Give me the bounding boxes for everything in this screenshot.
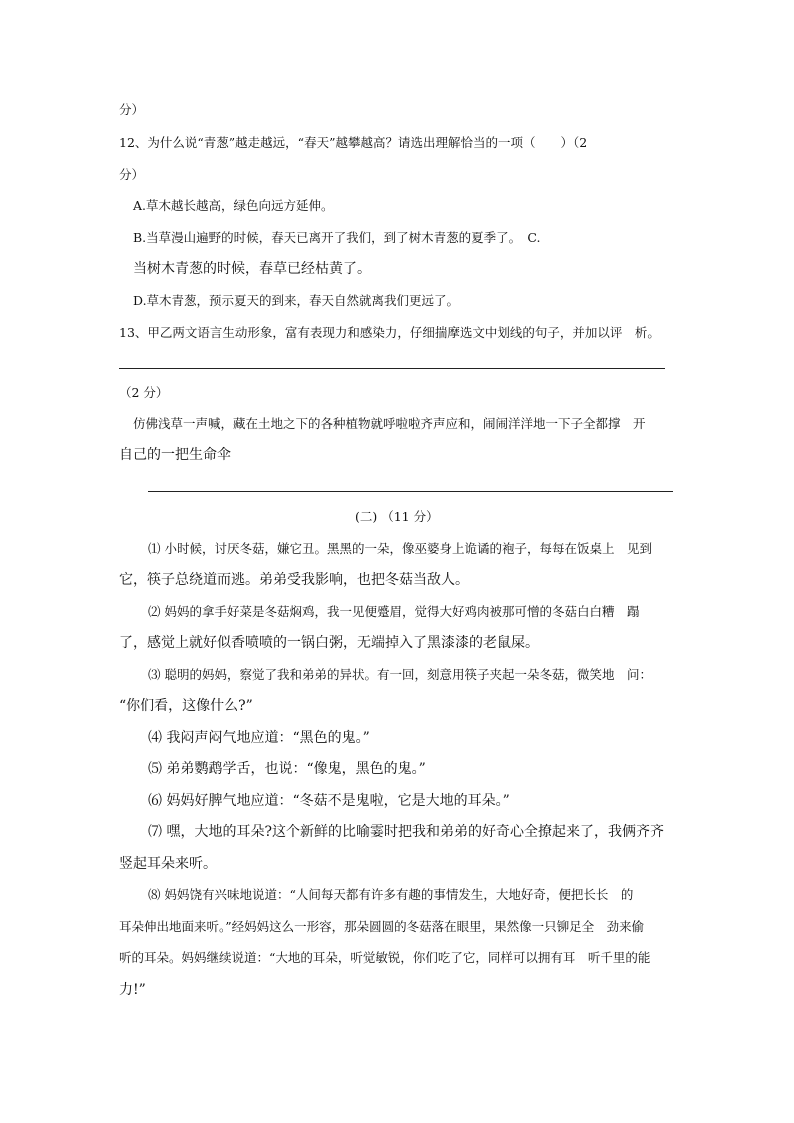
paragraph-7: 竖起耳朵来听。 <box>119 856 217 872</box>
paragraph-3: “你们看，这像什么?” <box>119 698 253 714</box>
question-13: 13、甲乙两文语言生动形象，富有表现力和感染力，仔细揣摩选文中划线的句子，并加以评 析。 <box>119 325 660 340</box>
paragraph-8: 耳朵伸出地面来听。”经妈妈这么一形容，那朵圆圆的冬菇落在眼里，果然像一只铆足全 劲来偷 <box>119 919 645 934</box>
quoted-sentence-end: 自己的一把生命伞 <box>119 447 231 463</box>
question-12: 12、为什么说“青葱”越走越远，“春天”越攀越高？请选出理解恰当的一项（ ）（2 <box>119 135 588 150</box>
paragraph-1: ⑴ 小时候，讨厌冬菇，嫌它丑。黑黑的一朵，像巫婆身上诡谲的袍子，每每在饭桌上 见到 <box>148 541 652 556</box>
quoted-sentence: 仿佛浅草一声喊，藏在土地之下的各种植物就呼啦啦齐声应和，闹闹洋洋地一下子全都撑 开 <box>133 416 646 431</box>
paragraph-5: ⑸ 弟弟鹦鹉学舌，也说：“像鬼，黑色的鬼。” <box>148 761 426 777</box>
section-title: (二) （11 分） <box>355 509 439 524</box>
paragraph-3: ⑶ 聪明的妈妈，察觉了我和弟弟的异状。有一回，刻意用筷子夹起一朵冬菇，微笑地 问： <box>148 667 652 682</box>
text-line: 分） <box>119 102 145 117</box>
option-d: D.草木青葱，预示夏天的到来，春天自然就离我们更远了。 <box>133 293 460 308</box>
paragraph-1: 它，筷子总绕道而逃。弟弟受我影响，也把冬菇当敌人。 <box>119 572 469 588</box>
paragraph-8: ⑻ 妈妈饶有兴味地说道：“人间每天都有许多有趣的事情发生，大地好奇，便把长长 的 <box>148 887 634 902</box>
paragraph-6: ⑹ 妈妈好脾气地应道：“冬菇不是鬼啦，它是大地的耳朵。” <box>148 793 510 809</box>
paragraph-8: 力!” <box>119 982 146 998</box>
paragraph-8: 听的耳朵。妈妈继续说道：“大地的耳朵，听觉敏锐，你们吃了它，同样可以拥有耳 听千里的能 <box>119 950 651 965</box>
answer-line <box>119 368 665 369</box>
option-b: B.当草漫山遍野的时候，春天已离开了我们，到了树木青葱的夏季了。 C. <box>133 230 541 245</box>
text-line: 分） <box>119 167 145 182</box>
score-label: （2 分） <box>119 385 169 400</box>
paragraph-7: ⑺ 嘿，大地的耳朵?这个新鲜的比喻霎时把我和弟弟的好奇心全撩起来了，我俩齐齐 <box>148 824 664 840</box>
option-a: A.草木越长越高，绿色向远方延伸。 <box>133 198 334 213</box>
paragraph-2: 了，感觉上就好似香喷喷的一锅白粥，无端掉入了黑漆漆的老鼠屎。 <box>119 635 539 651</box>
option-c: 当树木青葱的时候，春草已经枯黄了。 <box>133 261 371 277</box>
answer-line <box>148 491 673 492</box>
paragraph-4: ⑷ 我闷声闷气地应道：“黑色的鬼。” <box>148 730 370 746</box>
paragraph-2: ⑵ 妈妈的拿手好菜是冬菇焖鸡，我一见便蹙眉，觉得大好鸡肉被那可憎的冬菇白白糟 蹋 <box>148 604 640 619</box>
